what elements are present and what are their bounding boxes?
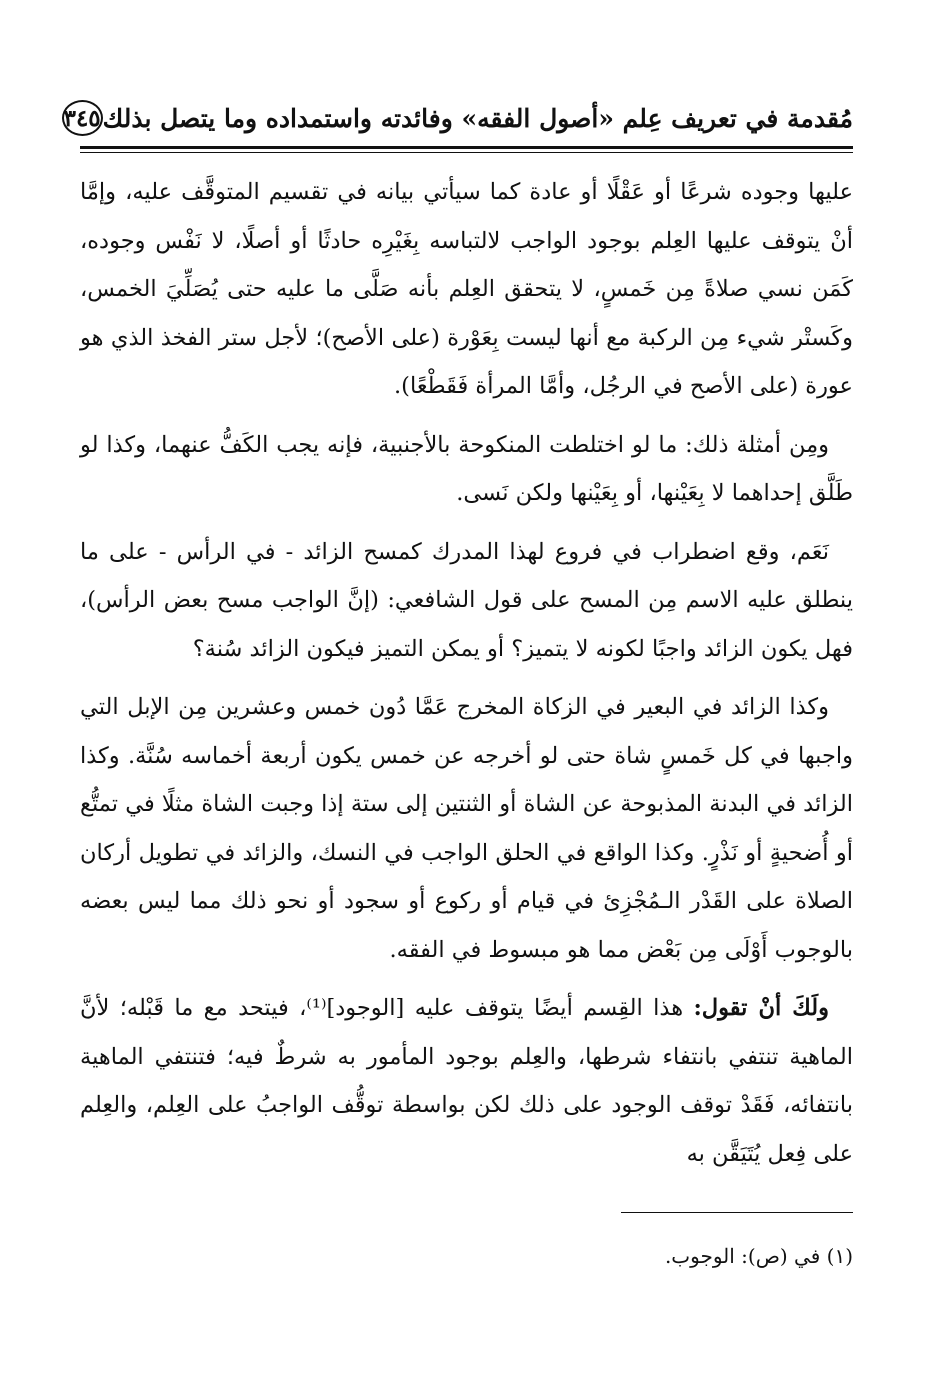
- running-title: مُقدمة في تعريف عِلم «أصول الفقه» وفائدته واستمداده وما يتصل بذلك: [102, 103, 853, 133]
- paragraph-5: [80, 984, 853, 1178]
- header-rule-thick: [80, 146, 853, 149]
- header-rule-thin: [80, 152, 853, 153]
- paragraph-1: عليها وجوده شرعًا أو عَقْلًا أو عادة كما سيأتي بيانه في تقسيم المتوقَّف عليه، وإمَّا أنْ يتوقف عليها العِلم بوجود الواجب لالتباسه بِغَيْرِه حادثًا أو أصلًا، لا نَفْس وجوده، كَمَن نسي صلاةً مِن خَمسٍ، لا يتحقق العِلم بأنه صَلَّى ما عليه حتى يُصَلِّيَ الخمس، وكَستْر شيء مِن الركبة مع أنها ليست بِعَوْرة (على الأصح)؛ لأجل ستر الفخذ الذي هو عورة (على الأصح في الرجُل، وأمَّا المرأة فَقَطْعًا).: [80, 179, 853, 399]
- paragraph-3: نَعَم، وقع اضطراب في فروع لهذا المدرك كمسح الزائد - في الرأس - على ما ينطلق عليه الاسم مِن المسح على قول الشافعي: (إنَّ الواجب مسح بعض الرأس)، فهل يكون الزائد واجبًا لكونه لا يتميز؟ أو يمكن التميز فيكون الزائد سُنة؟: [80, 538, 853, 662]
- paragraph-2: ومِن أمثلة ذلك: ما لو اختلطت المنكوحة بالأجنبية، فإنه يجب الكَفُّ عنهما، وكذا لو طَلَّق إحداهما لا بِعَيْنها، أو بِعَيْنها ولكن نَسى.: [80, 431, 853, 506]
- page-header: [63, 92, 853, 144]
- footnote: (١) في (ص): الوجوب.: [664, 1244, 853, 1268]
- main-text: [80, 168, 853, 1188]
- paragraph-4: وكذا الزائد في البعير في الزكاة المخرج عَمَّا دُون خمس وعشرين مِن الإبل التي واجبها في كل خَمسٍ شاة حتى لو أخرجه عن خمس يكون أربعة أخماسه سُنَّة. وكذا الزائد في البدنة المذبوحة عن الشاة أو الثنتين إلى ستة إذا وجبت الشاة مثلًا في تمتُّع أو أُضحيةٍ أو نَذْرٍ. وكذا الواقع في الحلق الواجب في النسك، والزائد في تطويل أركان الصلاة على القَدْر الـمُجْزِئ في قيام أو ركوع أو سجود أو نحو ذلك مما ليس بعضه بالوجوب أَوْلَى مِن بَعْض مما هو مبسوط في الفقه.: [80, 694, 853, 963]
- footnote-separator: [621, 1212, 853, 1213]
- paragraph-5-rest: هذا القِسم أيضًا يتوقف عليه [الوجود]⁽¹⁾، فيتحد مع ما قَبْله؛ لأنَّ الماهية تنتفي بانتفاء شرطها، والعِلم بوجود المأمور به شرطٌ فيه؛ فتنتفي الماهية بانتفائه، فَقَدْ توقف الوجود على ذلك لكن بواسطة توقُّف الواجبُ على العِلم، والعِلم على فِعل يُتَيَقَّن به: [80, 995, 853, 1167]
- page-number: ٣٤٥: [62, 100, 103, 136]
- paragraph-5-lead: ولَكَ أنْ تقول:: [693, 995, 829, 1021]
